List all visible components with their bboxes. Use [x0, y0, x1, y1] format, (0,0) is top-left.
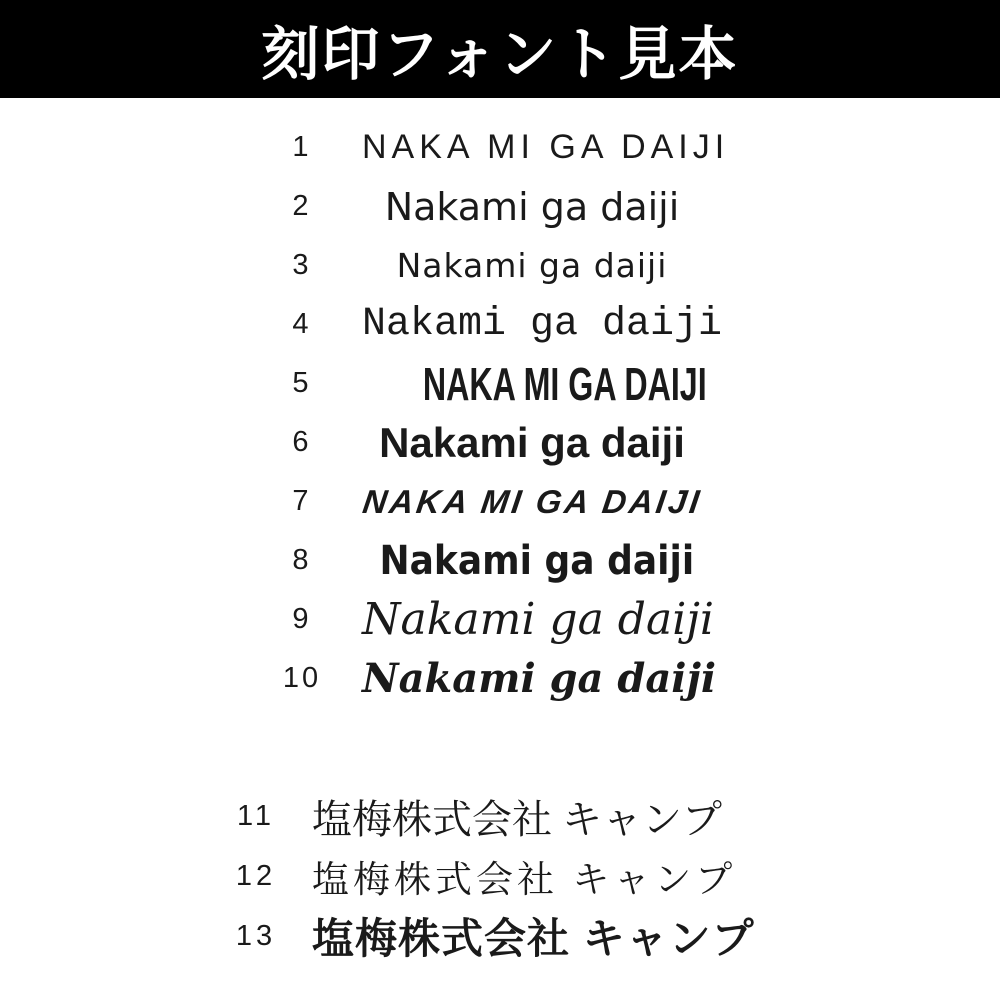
sample-text: 塩梅株式会社 キャンプ	[312, 915, 755, 962]
font-sample-row-11	[0, 786, 1000, 846]
font-sample-row-5	[0, 354, 1000, 413]
font-sample-row-9	[0, 590, 1000, 649]
sample-text: Nakami ga daiji	[379, 418, 685, 466]
sample-number: 1	[292, 131, 312, 163]
font-sample-row-8	[0, 531, 1000, 590]
japanese-sample-list	[0, 786, 1000, 966]
page-title: 刻印フォント見本	[261, 22, 739, 87]
sample-text: Nakami ga daiji	[362, 302, 723, 347]
font-sample-row-1	[0, 118, 1000, 177]
sample-number: 2	[292, 190, 312, 222]
sample-number: 12	[235, 859, 277, 892]
sample-text: Nakami ga daiji	[396, 246, 668, 285]
sample-number: 6	[292, 426, 312, 458]
sample-text: 塩梅株式会社 キャンプ	[312, 796, 722, 842]
sample-number: 11	[236, 799, 276, 832]
sample-text: Nakami ga daiji	[362, 655, 717, 702]
header	[0, 0, 1000, 98]
sample-text: NAKA MI GA DAIJI	[422, 357, 707, 410]
sample-number: 5	[292, 367, 312, 399]
sample-text: NAKA MI GA DAIJI	[362, 128, 730, 166]
sample-text: Nakami ga daiji	[379, 537, 695, 584]
sample-number: 3	[292, 249, 312, 281]
font-sample-row-7	[0, 472, 1000, 531]
font-sample-row-13	[0, 906, 1000, 966]
sample-number: 4	[292, 308, 312, 340]
sample-number: 8	[292, 544, 312, 576]
sample-text: Nakami ga daiji	[384, 184, 680, 229]
latin-sample-list	[0, 98, 1000, 708]
sample-text: 塩梅株式会社 キャンプ	[312, 859, 737, 900]
font-sample-row-12	[0, 846, 1000, 906]
sample-number: 9	[292, 603, 312, 635]
sample-number: 13	[235, 919, 277, 952]
sample-number: 10	[282, 662, 322, 694]
sample-text: NAKA MI GA DAIJI	[360, 482, 705, 520]
sample-number: 7	[292, 485, 312, 517]
font-sample-row-3	[0, 236, 1000, 295]
font-sample-row-4	[0, 295, 1000, 354]
sample-text: Nakami ga daiji	[362, 594, 714, 645]
font-sample-row-10	[0, 649, 1000, 708]
font-sample-row-2	[0, 177, 1000, 236]
font-sample-row-6	[0, 413, 1000, 472]
